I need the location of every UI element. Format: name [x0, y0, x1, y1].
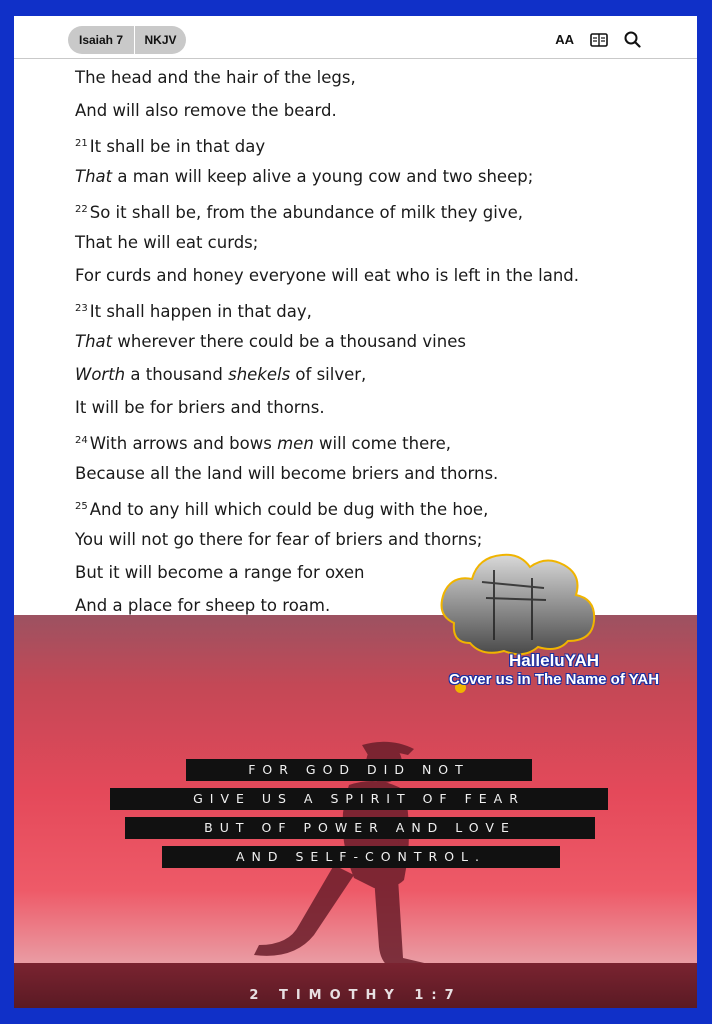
scripture-text — [75, 61, 675, 622]
verse-line — [75, 61, 675, 94]
verse-line — [75, 94, 675, 127]
verse-number: 23 — [75, 303, 88, 314]
verse-text: a man will keep alive a young cow and two sheep; — [112, 167, 534, 186]
verse-text: But it will become a range for oxen — [75, 563, 365, 582]
italic-text: shekels — [228, 365, 291, 384]
verse-text: With arrows and bows — [89, 434, 278, 453]
italic-text: men — [277, 434, 314, 453]
quote-line-4: AND SELF-CONTROL. — [162, 846, 560, 868]
book-chapter-button[interactable]: Isaiah 7 — [68, 26, 135, 54]
verse-line — [75, 391, 675, 424]
verse-text: The head and the hair of the legs, — [75, 68, 356, 87]
verse-text: wherever there could be a thousand vines — [112, 332, 466, 351]
verse-text: And to any hill which could be dug with the hoe, — [89, 500, 489, 519]
passage-selector[interactable] — [68, 26, 186, 54]
halleluyah-caption — [434, 651, 674, 688]
verse-text: Because all the land will become briers and thorns. — [75, 464, 499, 483]
verse-line — [75, 424, 675, 457]
toolbar-actions — [555, 31, 641, 48]
verse-line — [75, 127, 675, 160]
verse-line — [75, 358, 675, 391]
verse-line — [75, 226, 675, 259]
italic-text: That — [75, 332, 113, 351]
verse-text: will come there, — [313, 434, 452, 453]
quote-line-1: FOR GOD DID NOT — [186, 759, 532, 781]
italic-text: Worth — [75, 365, 126, 384]
verse-line — [75, 193, 675, 226]
version-button[interactable]: NKJV — [144, 33, 177, 47]
halleluyah-subtitle: Cover us in The Name of YAH — [448, 671, 660, 688]
verse-text: a thousand — [125, 365, 229, 384]
verse-text: It will be for briers and thorns. — [75, 398, 325, 417]
verse-number: 22 — [75, 204, 88, 215]
verse-text: And will also remove the beard. — [75, 101, 337, 120]
app-frame — [14, 16, 697, 1008]
verse-line — [75, 292, 675, 325]
verse-number: 25 — [75, 501, 88, 512]
verse-text: And a place for sheep to roam. — [75, 596, 331, 615]
verse-text: For curds and honey everyone will eat who is left in the land. — [75, 266, 580, 285]
verse-number: 21 — [75, 138, 88, 149]
verse-text: It shall be in that day — [89, 137, 266, 156]
quote-reference: 2 TIMOTHY 1:7 — [249, 988, 462, 1003]
verse-text: It shall happen in that day, — [89, 302, 312, 321]
verse-line — [75, 490, 675, 523]
verse-text: of silver, — [290, 365, 367, 384]
search-icon[interactable] — [624, 31, 641, 48]
verse-line — [75, 457, 675, 490]
verse-number: 24 — [75, 435, 88, 446]
quote-line-2: GIVE US A SPIRIT OF FEAR — [110, 788, 608, 810]
reader-toolbar — [14, 16, 697, 59]
quote-line-3: BUT OF POWER AND LOVE — [125, 817, 595, 839]
thought-cloud-photo — [434, 548, 599, 660]
reader-view-icon[interactable] — [590, 33, 608, 47]
text-size-icon[interactable]: AA — [555, 32, 574, 47]
verse-text: So it shall be, from the abundance of milk they give, — [89, 203, 524, 222]
halleluyah-title: HalleluYAH — [508, 651, 600, 670]
italic-text: That — [75, 167, 113, 186]
verse-text: That he will eat curds; — [75, 233, 259, 252]
verse-line — [75, 325, 675, 358]
verse-line — [75, 160, 675, 193]
verse-line — [75, 259, 675, 292]
verse-text: You will not go there for fear of briers and thorns; — [75, 530, 483, 549]
